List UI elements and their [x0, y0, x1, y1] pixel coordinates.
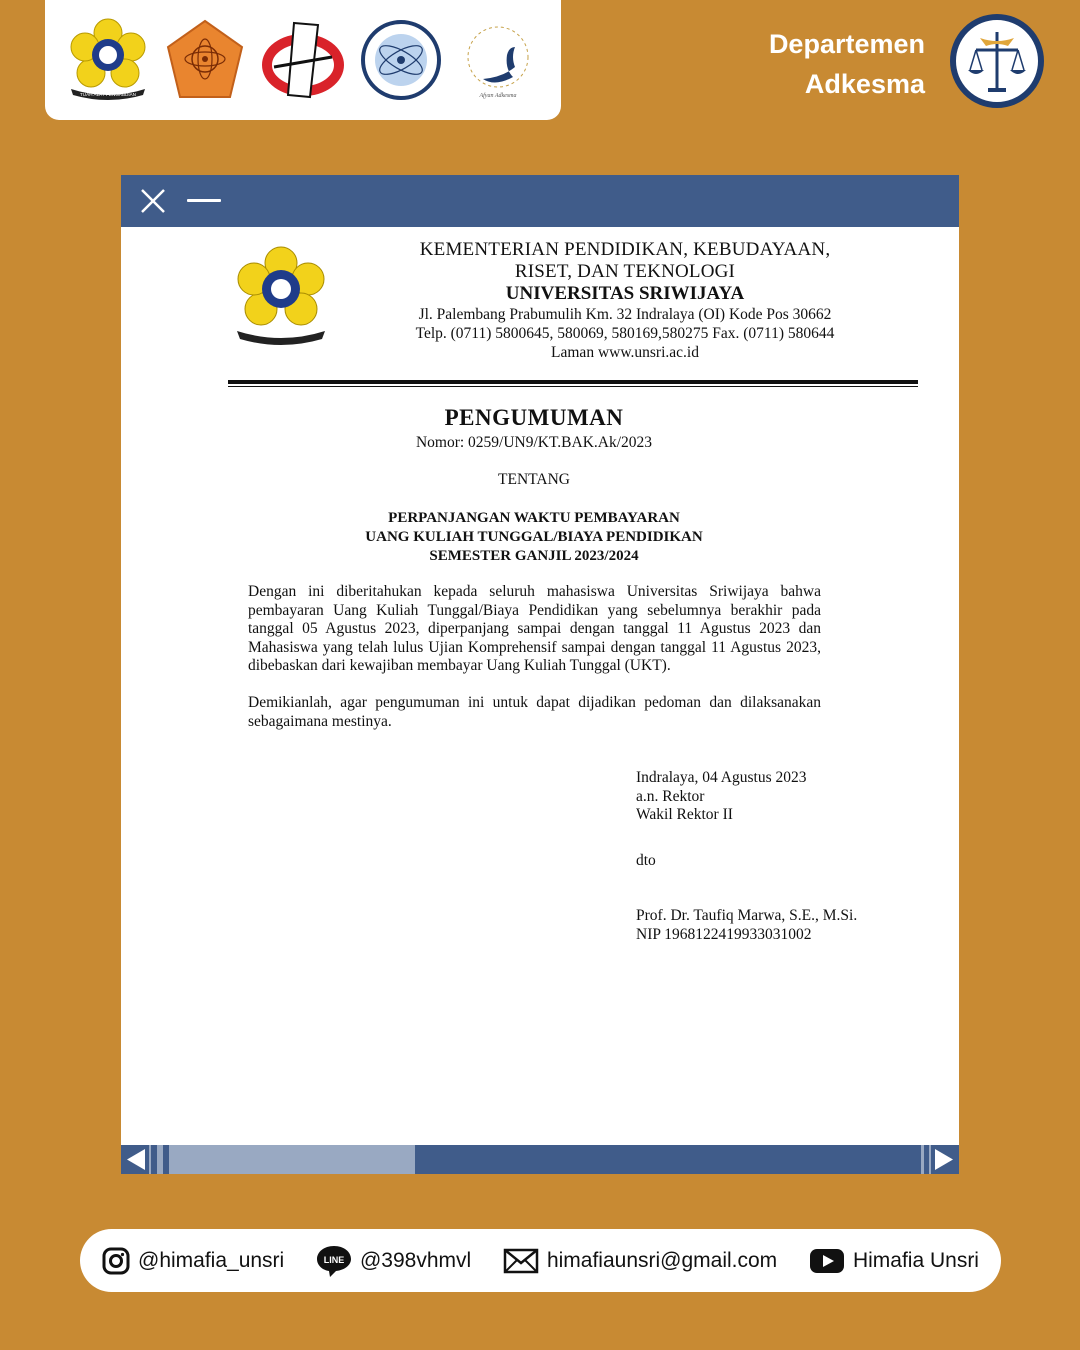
himafia-logo [358, 17, 444, 103]
website: Laman www.unsri.ac.id [551, 344, 699, 361]
body-paragraph-2: Demikianlah, agar pengumuman ini untuk dapat dijadikan pedoman dan dilaksanakan sebagaimana mestinya. [248, 694, 821, 730]
instagram-icon [102, 1247, 130, 1275]
scroll-track-marker [157, 1145, 163, 1174]
svg-text:LINE: LINE [323, 1254, 345, 1265]
window-titlebar [121, 175, 959, 227]
announcement-number: Nomor: 0259/UN9/KT.BAK.Ak/2023 [415, 434, 653, 451]
signer-position: Wakil Rektor II [636, 806, 733, 823]
contact-bar [80, 1229, 1001, 1292]
letterhead-rule-thin [228, 386, 918, 387]
faculty-logo [260, 17, 346, 103]
scroll-track-end-marker [921, 1145, 924, 1174]
signer-nip: NIP 196812241993303100​2 [636, 925, 812, 943]
horizontal-scrollbar[interactable] [121, 1145, 959, 1174]
adkesma-swan-logo [455, 17, 541, 103]
document-window [121, 175, 959, 1174]
letterhead-rule-thick [228, 380, 918, 384]
email-address: himafiaunsri@gmail.com [546, 1248, 778, 1272]
signature-block [636, 769, 806, 825]
scroll-left-arrow-icon[interactable] [121, 1145, 151, 1174]
announcement-subject [121, 509, 947, 566]
ministry-line2: RISET, DAN TEKNOLOGI [514, 261, 736, 282]
unsri-letterhead-logo [231, 245, 331, 349]
department-line2: Adkesma [804, 69, 925, 99]
announcement-title: PENGUMUMAN [444, 405, 624, 430]
kema-logo [162, 17, 248, 103]
about-label: TENTANG [498, 471, 570, 488]
place-date: Indralaya, 04 Agustus 2023 [636, 769, 807, 786]
university-name: UNIVERSITAS SRIWIJAYA [505, 283, 745, 304]
mail-icon [503, 1248, 539, 1274]
body-paragraph-1: Dengan ini diberitahukan kepada seluruh mahasiswa Universitas Sriwijaya bahwa pembayaran Uang Kuliah Tunggal/Biaya Pendidikan yang sebelumnya berakhir pada tanggal 05 Agustus 2023, diperpanjang sampai dengan tanggal 11 Agustus 2023 dan Mahasiswa yang telah lulus Ujian Komprehensif sampai dengan tanggal 11 Agustus 2023, dibebaskan dari kewajiban membayar Uang Kuliah Tunggal (UKT). [248, 583, 821, 674]
instagram-contact[interactable] [102, 1247, 284, 1275]
close-icon[interactable] [139, 187, 167, 215]
svg-text:Afyan Adkesma: Afyan Adkesma [479, 93, 517, 99]
subject-line3: SEMESTER GANJIL 2023/2024 [429, 548, 639, 564]
on-behalf: a.n. Rektor [636, 787, 705, 805]
department-line1: Departemen [768, 29, 925, 59]
department-title [769, 24, 925, 104]
unsri-logo [65, 17, 151, 103]
youtube-contact[interactable] [809, 1248, 979, 1274]
email-contact[interactable] [503, 1248, 777, 1274]
scroll-thumb[interactable] [169, 1145, 415, 1174]
address: Jl. Palembang Prabumulih Km. 32 Indralaya (OI) Kode Pos 30662 [418, 306, 832, 323]
phone-fax: Telp. (0711) 5800645, 580069, 580169,580275 Fax. (0711) 580644 [415, 325, 835, 342]
youtube-icon [809, 1248, 845, 1274]
minimize-icon[interactable] [187, 199, 221, 202]
signer-name: Prof. Dr. Taufiq Marwa, S.E., M.Si. [636, 907, 858, 924]
adkesma-emblem [950, 14, 1044, 108]
logo-card [45, 0, 561, 120]
line-contact[interactable] [316, 1244, 471, 1278]
subject-line2: UANG KULIAH TUNGGAL/BIAYA PENDIDIKAN [365, 529, 703, 545]
dto-mark: dto [636, 852, 656, 869]
svg-text:TUAH ALAT PENGABDIAN: TUAH ALAT PENGABDIAN [79, 92, 136, 97]
ministry-line1: KEMENTERIAN PENDIDIKAN, KEBUDAYAAN, [419, 239, 831, 260]
instagram-handle: @himafia_unsri [138, 1248, 285, 1272]
line-icon [316, 1244, 352, 1278]
letterhead [361, 239, 889, 362]
signer-info [636, 907, 857, 944]
subject-line1: PERPANJANGAN WAKTU PEMBAYARAN [388, 510, 680, 526]
line-id: @398vhmvl [359, 1248, 472, 1272]
scroll-right-arrow-icon[interactable] [929, 1145, 959, 1174]
youtube-channel: Himafia Unsri [852, 1248, 979, 1272]
